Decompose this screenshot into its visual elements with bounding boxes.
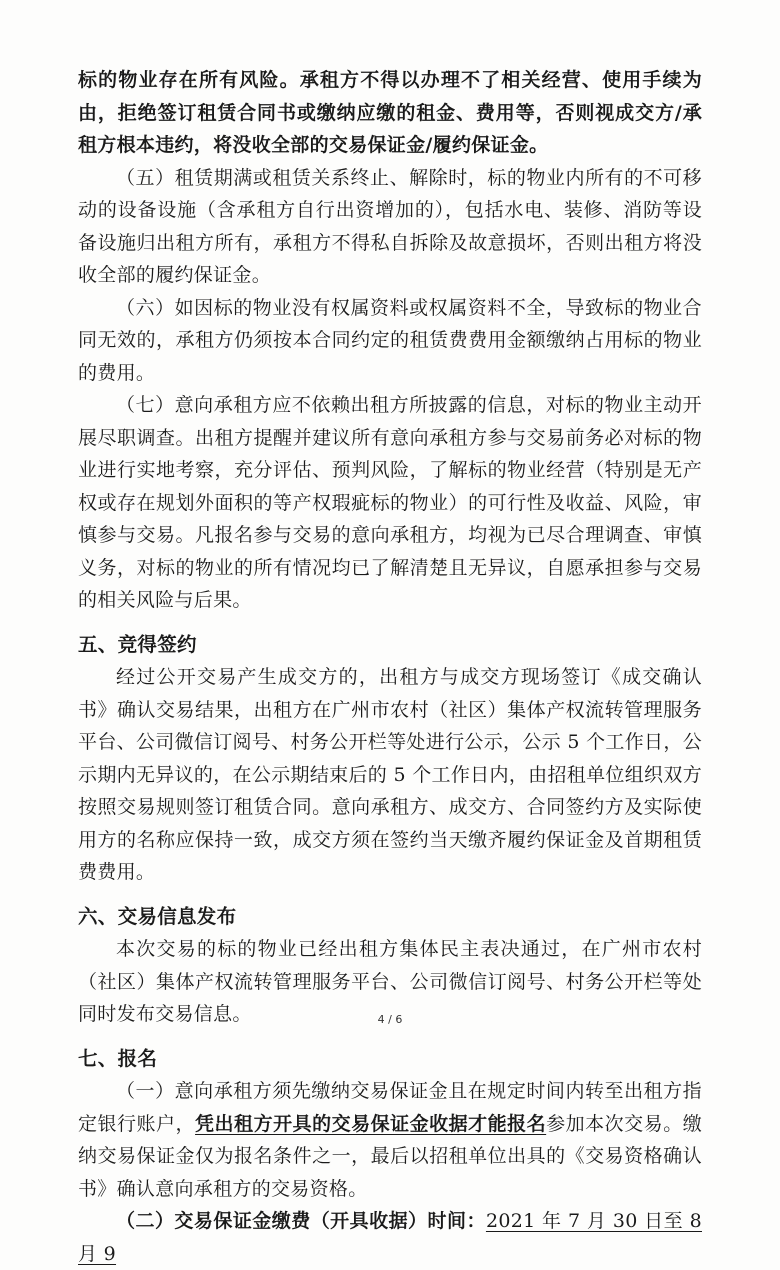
clause-6-paragraph: （六）如因标的物业没有权属资料或权属资料不全，导致标的物业合同无效的，承租方仍须按本合同约定的租赁费费用金额缴纳占用标的物业的费用。 (78, 296, 702, 384)
section-5-paragraph: 经过公开交易产生成交方的，出租方与成交方现场签订《成交确认书》确认交易结果，出租方在广州市农村（社区）集体产权流转管理服务平台、公司微信订阅号、村务公开栏等处进行公示，公示 5 个工作日，公示期内无异议的，在公示期结束后的 5 个工作日内，由招租单位组织双方按照交易规则签订租赁合同。意向承租方、成交方、合同签约方及实际使用方的名称应保持一致，成交方须在签约当天缴齐履约保证金及首期租赁费费用。 (78, 666, 702, 883)
intro-paragraph: 标的物业存在所有风险。承租方不得以办理不了相关经营、使用手续为由，拒绝签订租赁合同书或缴纳应缴的租金、费用等，否则视成交方/承租方根本违约，将没收全部的交易保证金/履约保证金。 (78, 69, 702, 156)
registration-item-1-emphasis: 凭出租方开具的交易保证金收据才能报名 (195, 1112, 547, 1135)
section-5-heading: 五、竞得签约 (78, 632, 197, 656)
registration-item-2-label: （二）交易保证金缴费（开具收据）时间： (116, 1210, 486, 1232)
registration-item-1 (78, 1075, 702, 1205)
page-number: 4 / 6 (377, 1013, 403, 1026)
document-body (78, 64, 702, 1270)
clause-5-paragraph: （五）租赁期满或租赁关系终止、解除时，标的物业内所有的不可移动的设备设施（含承租方自行出资增加的），包括水电、装修、消防等设备设施归出租方所有，承租方不得私自拆除及故意损坏，否则出租方将没收全部的履约保证金。 (78, 166, 702, 286)
clause-7-paragraph: （七）意向承租方应不依赖出租方所披露的信息，对标的物业主动开展尽职调查。出租方提醒并建议所有意向承租方参与交易前务必对标的物业进行实地考察，充分评估、预判风险，了解标的物业经营（特别是无产权或存在规划外面积的等产权瑕疵标的物业）的可行性及收益、风险，审慎参与交易。凡报名参与交易的意向承租方，均视为已尽合理调查、审慎义务，对标的物业的所有情况均已了解清楚且无异议，自愿承担参与交易的相关风险与后果。 (78, 394, 702, 611)
registration-item-1-text-c: 参加本次交易。缴纳交易保证金仅为报名条件之一，最后以招租单位出具的《交易资格确认书》确认意向承租方的交易资格。 (78, 1112, 702, 1200)
section-6-heading: 六、交易信息发布 (78, 904, 237, 928)
registration-item-2-date: 2021 年 7 月 30 日至 8 月 9 (78, 1210, 702, 1265)
section-7-heading: 七、报名 (78, 1046, 158, 1070)
registration-item-2 (78, 1205, 702, 1270)
section-6-paragraph: 本次交易的标的物业已经出租方集体民主表决通过，在广州市农村（社区）集体产权流转管理服务平台、公司微信订阅号、村务公开栏等处同时发布交易信息。 (78, 938, 702, 1025)
registration-item-1-text-a: （一）意向承租方须先缴纳交易保证金且在规定时间内转至出租方指定银行账户， (78, 1080, 702, 1135)
